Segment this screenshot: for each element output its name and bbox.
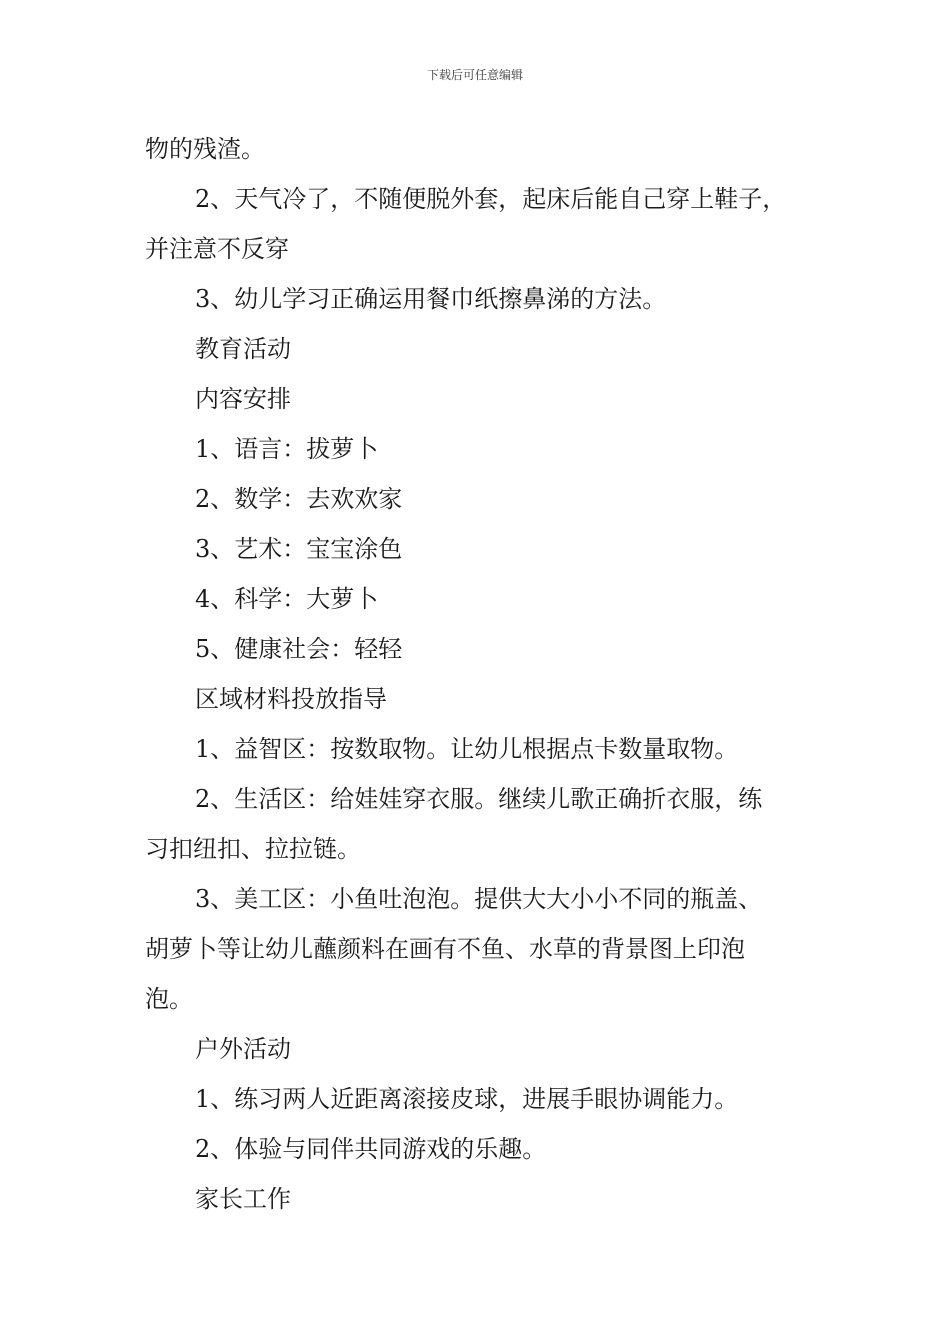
list-item: 1、语言：拔萝卜 (195, 435, 379, 463)
paragraph-line: 泡。 (145, 985, 193, 1013)
paragraph-line: 3、幼儿学习正确运用餐巾纸擦鼻涕的方法。 (195, 285, 667, 313)
list-item: 4、科学：大萝卜 (195, 585, 379, 613)
list-item: 2、生活区：给娃娃穿衣服。继续儿歌正确折衣服，练 (195, 785, 763, 813)
paragraph-line: 2、天气冷了，不随便脱外套，起床后能自己穿上鞋子， (195, 185, 787, 213)
list-item: 3、艺术：宝宝涂色 (195, 535, 403, 563)
section-heading: 教育活动 (195, 335, 291, 363)
list-item: 2、体验与同伴共同游戏的乐趣。 (195, 1135, 547, 1163)
body-text (145, 124, 817, 1224)
section-heading: 家长工作 (195, 1185, 291, 1213)
list-item: 1、练习两人近距离滚接皮球，进展手眼协调能力。 (195, 1085, 739, 1113)
list-item: 2、数学：去欢欢家 (195, 485, 403, 513)
paragraph-line: 物的残渣。 (145, 135, 265, 163)
paragraph-line: 胡萝卜等让幼儿蘸颜料在画有不鱼、水草的背景图上印泡 (145, 935, 745, 963)
header-note: 下载后可任意编辑 (426, 68, 523, 82)
list-item: 1、益智区：按数取物。让幼儿根据点卡数量取物。 (195, 735, 739, 763)
section-heading: 户外活动 (195, 1035, 291, 1063)
list-item: 3、美工区：小鱼吐泡泡。提供大大小小不同的瓶盖、 (195, 885, 763, 913)
section-heading: 区域材料投放指导 (195, 685, 387, 713)
paragraph-line: 习扣纽扣、拉拉链。 (145, 835, 361, 863)
paragraph-line: 并注意不反穿 (145, 235, 289, 263)
section-heading: 内容安排 (195, 385, 291, 413)
list-item: 5、健康社会：轻轻 (195, 635, 403, 663)
